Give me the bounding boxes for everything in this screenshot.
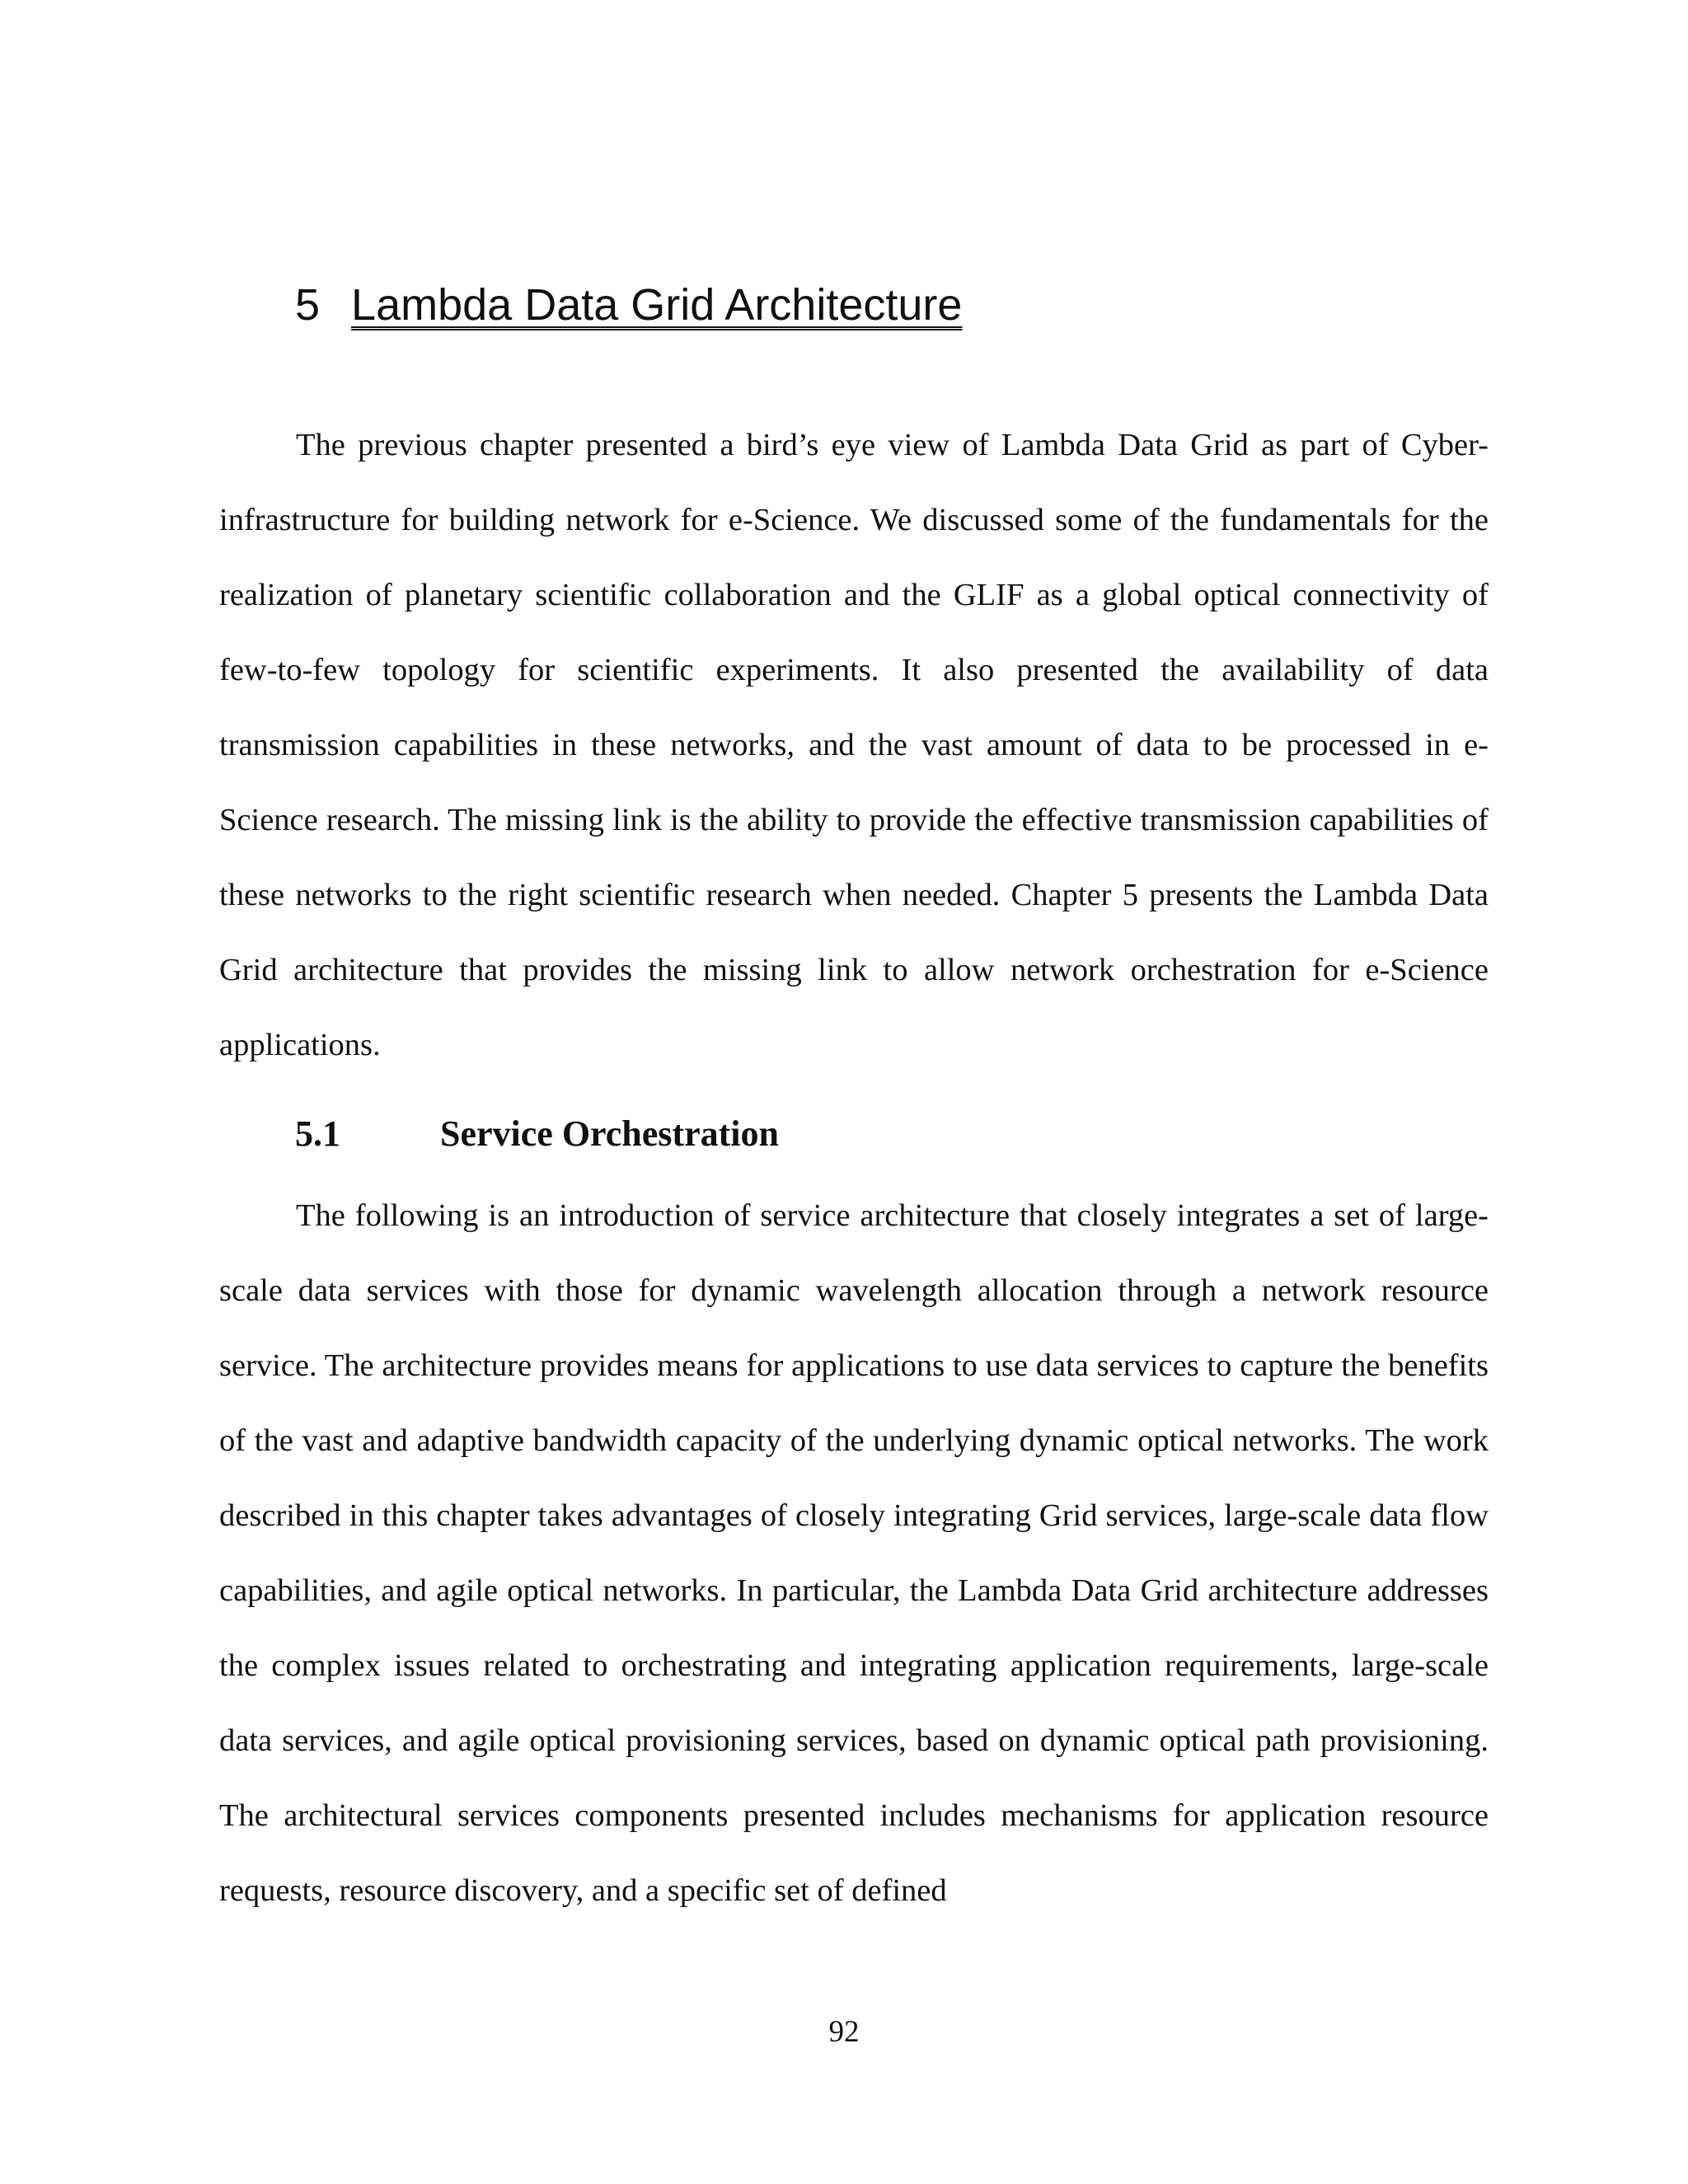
chapter-heading — [295, 279, 962, 332]
intro-paragraph: The previous chapter presented a bird’s eye view of Lambda Data Grid as part of Cyber-infrastructure for building network for e-Science. We discussed some of the fundamentals for the realization of planetary scientific collaboration and the GLIF as a global optical connectivity of few-to-few topology for scientific experiments. It also presented the availability of data transmission capabilities in these networks, and the vast amount of data to be processed in e-Science research. The missing link is the ability to provide the effective transmission capabilities of these networks to the right scientific research when needed. Chapter 5 presents the Lambda Data Grid architecture that provides the missing link to allow network orchestration for e-Science applications. — [219, 428, 1489, 1062]
chapter-title: Lambda Data Grid Architecture — [351, 280, 963, 330]
service-orchestration-paragraph: The following is an introduction of service architecture that closely integrates a set of large-scale data services with those for dynamic wavelength allocation through a network resource service. The architecture provides means for applications to use data services to capture the benefits of the vast and adaptive bandwidth capacity of the underlying dynamic optical networks. The work described in this chapter takes advantages of closely integrating Grid services, large-scale data flow capabilities, and agile optical networks. In particular, the Lambda Data Grid architecture addresses the complex issues related to orchestrating and integrating application requirements, large-scale data services, and agile optical provisioning services, based on dynamic optical path provisioning. The architectural services components presented includes mechanisms for application resource requests, resource discovery, and a specific set of defined — [219, 1198, 1489, 1908]
section-heading — [295, 1113, 779, 1156]
section-number: 5.1 — [295, 1113, 340, 1154]
chapter-number: 5 — [295, 280, 321, 330]
page-number: 92 — [828, 2015, 860, 2049]
section-title: Service Orchestration — [440, 1113, 779, 1154]
